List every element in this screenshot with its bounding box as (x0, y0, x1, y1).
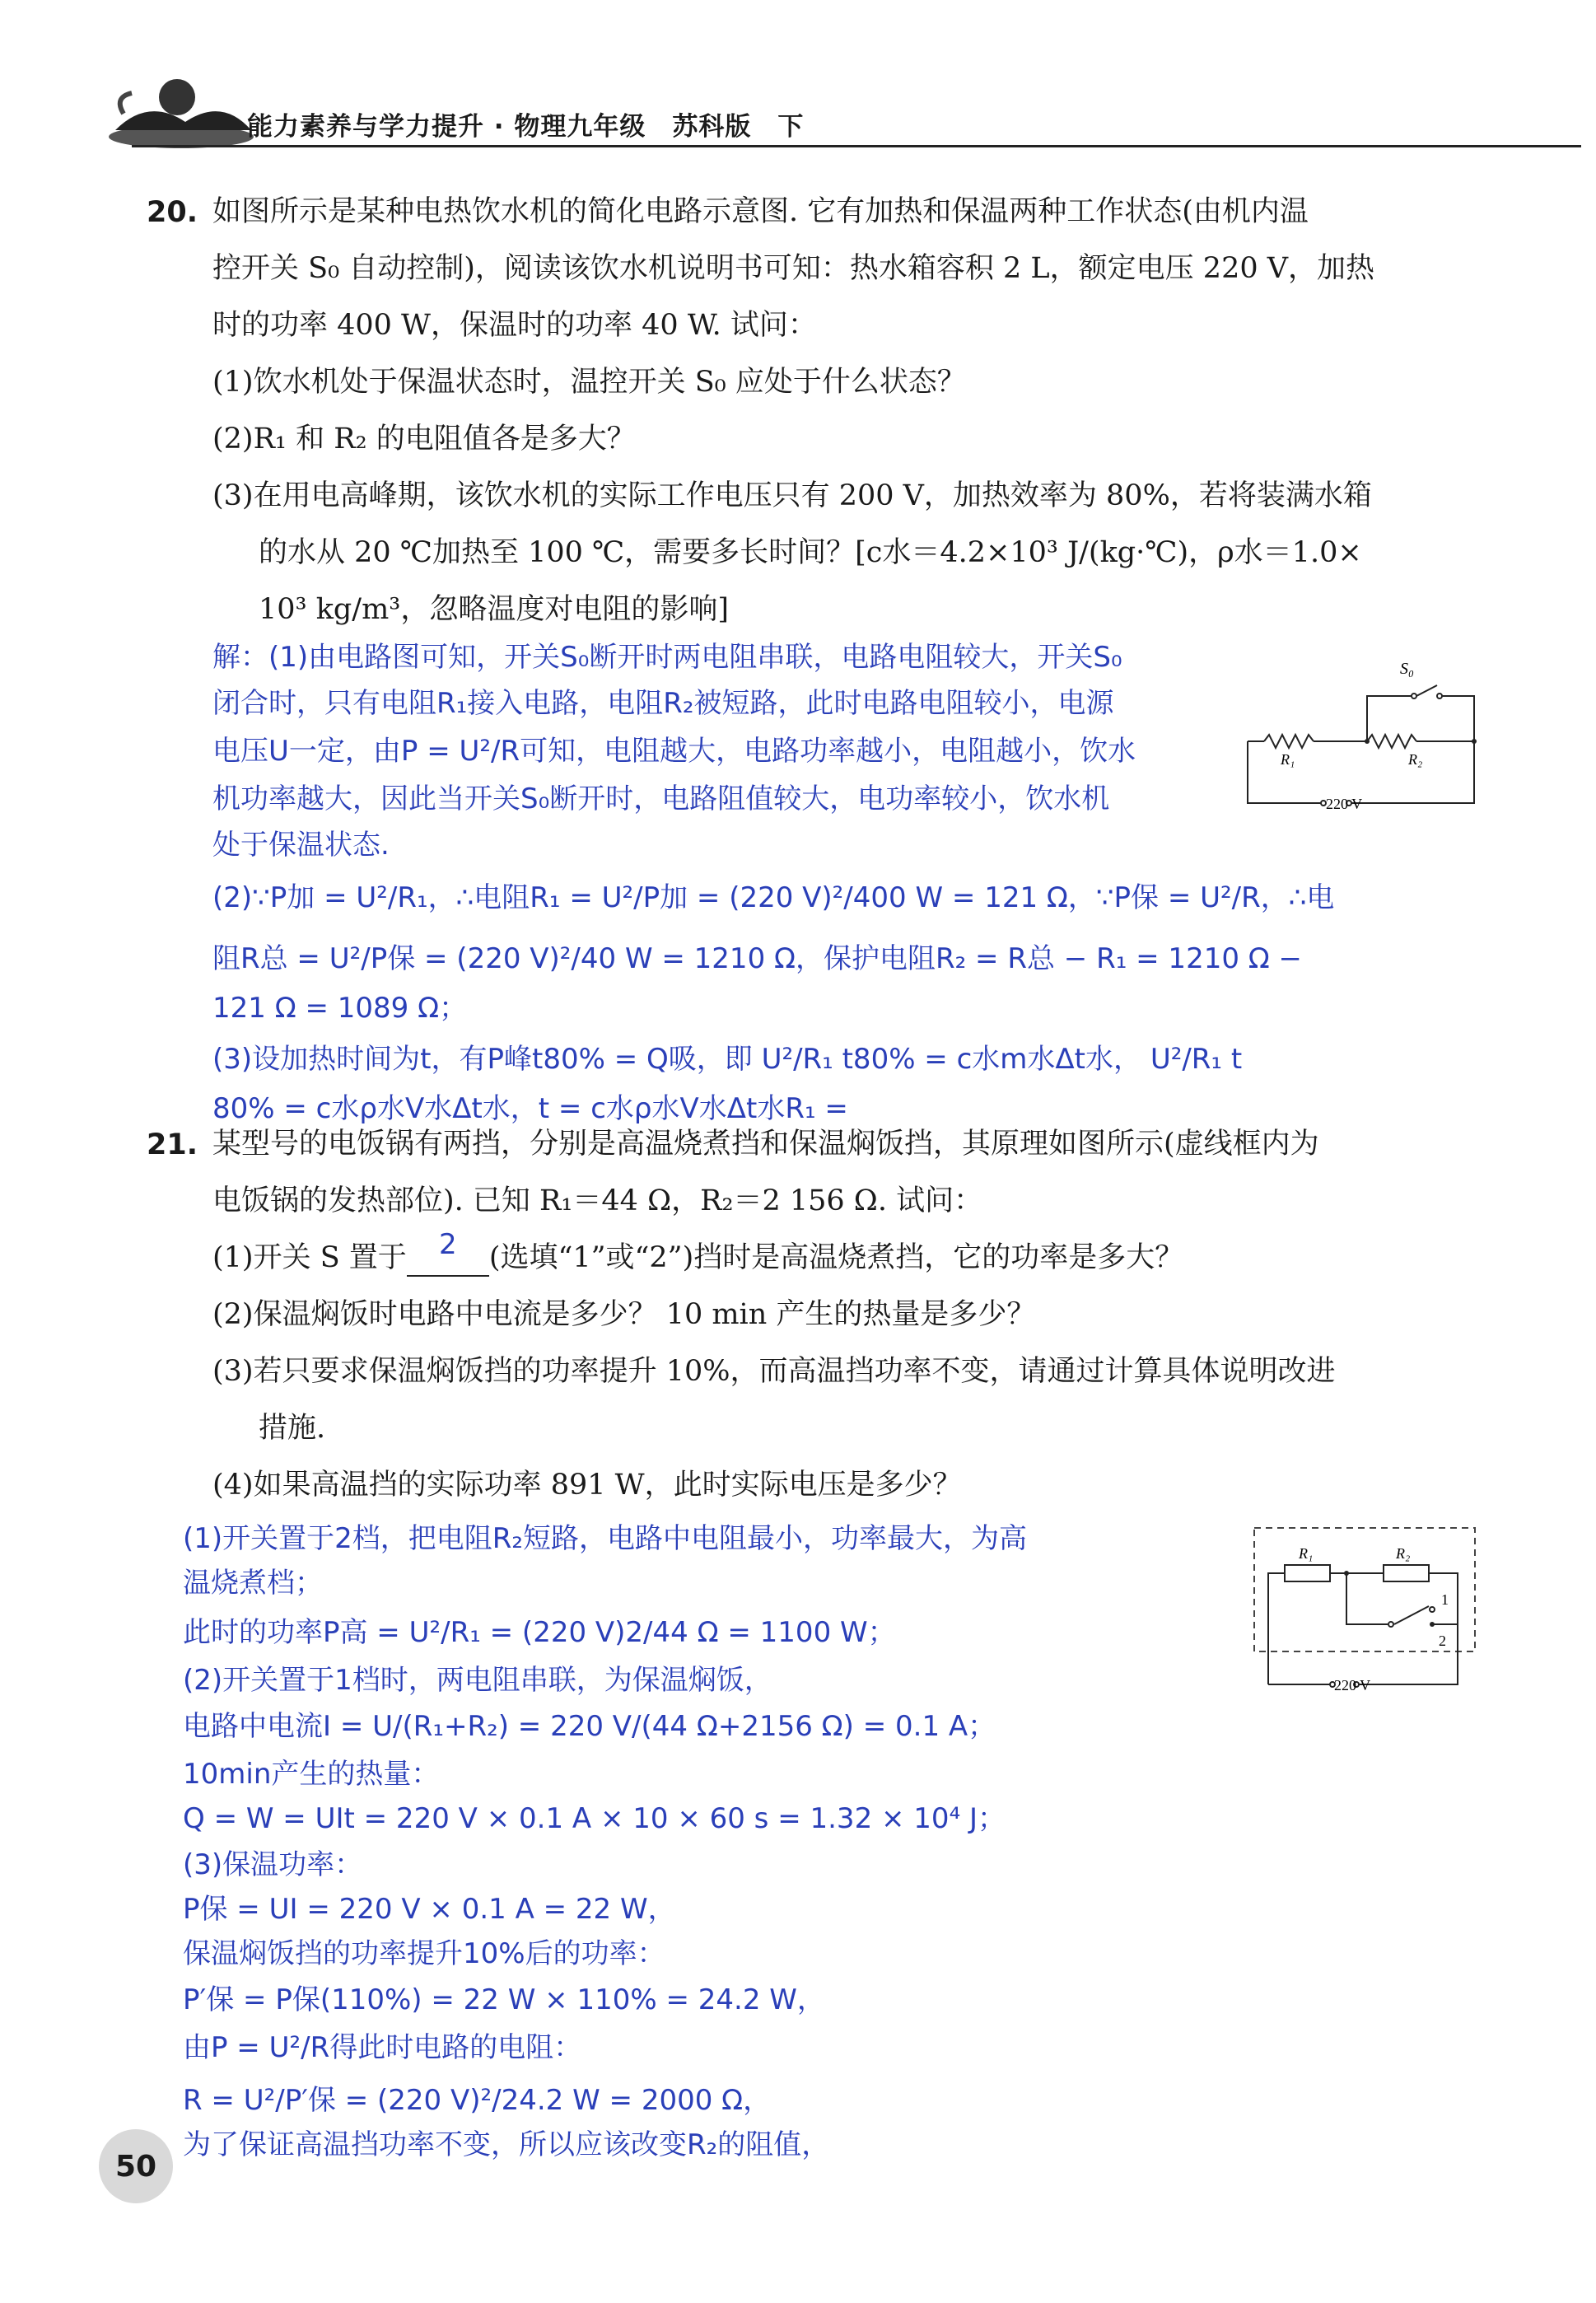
q21-label-r1: R₁ (1299, 1545, 1314, 1562)
q21-answer-line6: 10min产生的热量： (183, 1758, 440, 1791)
q20-answer-line3: 电压U一定，由P = U²/R可知，电阻越大，电路功率越小，电阻越小，饮水 (212, 735, 1136, 768)
q21-answer-line10: 保温焖饭挡的功率提升10%后的功率： (183, 1937, 665, 1970)
q21-answer-line13: R = U²/P′保 = (220 V)²/24.2 W = 2000 Ω， (183, 2084, 772, 2117)
q20-stem-line3: 时的功率 400 W，保温时的功率 40 W. 试问： (212, 309, 817, 342)
q20-label-voltage: 220 V (1326, 796, 1363, 812)
q20-label-r2: R₂ (1408, 751, 1423, 768)
q20-part2: (2)R₁ 和 R₂ 的电阻值各是多大？ (212, 423, 636, 455)
q21-part1-prefix: (1)开关 S 置于 (212, 1241, 407, 1274)
q21-stem-line1: 某型号的电饭锅有两挡，分别是高温烧煮挡和保温焖饭挡，其原理如图所示(虚线框内为 (212, 1128, 1319, 1161)
q20-number: 20. (147, 196, 198, 229)
q20-stem-line1: 如图所示是某种电热饮水机的简化电路示意图. 它有加热和保温两种工作状态(由机内温 (212, 195, 1309, 228)
q20-answer-line9: (3)设加热时间为t，有P峰t80% = Q吸，即 U²/R₁ t80% = c水m水Δt水， U²/R₁ t (212, 1043, 1243, 1076)
q21-answer-line2: 温烧煮档； (183, 1567, 323, 1600)
q20-stem-line2: 控开关 S₀ 自动控制)，阅读该饮水机说明书可知：热水箱容积 2 L，额定电压 220 V，加热 (212, 252, 1375, 285)
q20-answer-line5: 处于保温状态. (212, 829, 390, 862)
q20-answer-line2: 闭合时，只有电阻R₁接入电路，电阻R₂被短路，此时电路电阻较小，电源 (212, 687, 1114, 720)
q20-part3-line2: 的水从 20 ℃加热至 100 ℃，需要多长时间？[c水＝4.2×10³ J/(kg·℃)，ρ水＝1.0× (259, 536, 1362, 569)
q20-answer-line4: 机功率越大，因此当开关S₀断开时，电路阻值较大，电功率较小，饮水机 (212, 782, 1110, 815)
q21-part1-blank (407, 1228, 489, 1277)
q21-part1-answer: 2 (438, 1228, 457, 1261)
q21-answer-line7: Q = W = UIt = 220 V × 0.1 A × 10 × 60 s = 1.32 × 10⁴ J； (183, 1802, 1006, 1835)
page-number-text: 50 (114, 2149, 157, 2184)
q20-answer-line7: 阻R总 = U²/P保 = (220 V)²/40 W = 1210 Ω，保护电阻R₂ = R总 − R₁ = 1210 Ω − (212, 942, 1303, 975)
q21-number: 21. (147, 1128, 198, 1161)
q21-answer-line4: (2)开关置于1档时，两电阻串联，为保温焖饭， (183, 1664, 772, 1697)
q21-answer-line12: 由P = U²/R得此时电路的电阻： (183, 2031, 582, 2064)
q21-answer-line5: 电路中电流I = U/(R₁+R₂) = 220 V/(44 Ω+2156 Ω) = 0.1 A； (183, 1710, 996, 1743)
q20-part3-line3: 10³ kg/m³，忽略温度对电阻的影响] (259, 593, 729, 626)
q20-answer-line6: (2)∵P加 = U²/R₁，∴电阻R₁ = U²/P加 = (220 V)²/400 W = 121 Ω，∵P保 = U²/R，∴电 (212, 881, 1335, 914)
q20-label-r1: R₁ (1281, 751, 1295, 768)
q21-label-switch2: 2 (1439, 1633, 1446, 1649)
q21-part2: (2)保温焖饭时电路中电流是多少？ 10 min 产生的热量是多少？ (212, 1298, 1036, 1331)
book-logo-icon (107, 64, 255, 155)
q21-part1-suffix: (选填“1”或“2”)挡时是高温烧煮挡，它的功率是多大？ (488, 1241, 1184, 1274)
q20-answer-line10: 80% = c水ρ水V水Δt水，t = c水ρ水V水Δt水R₁ = (212, 1092, 848, 1125)
q21-answer-line14: 为了保证高温挡功率不变，所以应该改变R₂的阻值， (183, 2128, 830, 2161)
header-rule (132, 145, 1581, 147)
q21-label-voltage: 220 V (1334, 1677, 1371, 1693)
page-number (99, 2129, 173, 2203)
q20-answer-line1: 解：(1)由电路图可知，开关S₀断开时两电阻串联，电路电阻较大，开关S₀ (212, 641, 1122, 674)
q21-circuit-diagram (1248, 1524, 1482, 1697)
q20-label-s0: S₀ (1400, 660, 1414, 678)
q20-part1: (1)饮水机处于保温状态时，温控开关 S₀ 应处于什么状态？ (212, 366, 966, 399)
q21-answer-line11: P′保 = P保(110%) = 22 W × 110% = 24.2 W， (183, 1983, 825, 2016)
q21-part4: (4)如果高温挡的实际功率 891 W，此时实际电压是多少？ (212, 1469, 962, 1502)
q21-stem-line2: 电饭锅的发热部位). 已知 R₁＝44 Ω，R₂＝2 156 Ω. 试问： (212, 1184, 983, 1217)
q20-circuit-diagram (1244, 651, 1482, 815)
q21-part3-line2: 措施. (259, 1412, 326, 1445)
q21-answer-line9: P保 = UI = 220 V × 0.1 A = 22 W， (183, 1893, 676, 1926)
q21-answer-line1: (1)开关置于2档，把电阻R₂短路，电路中电阻最小，功率最大，为高 (183, 1522, 1028, 1555)
q21-label-switch1: 1 (1441, 1591, 1449, 1608)
q21-part1 (212, 1228, 1184, 1277)
q21-answer-line3: 此时的功率P高 = U²/R₁ = (220 V)2/44 Ω = 1100 W； (183, 1616, 896, 1649)
q21-part3-line1: (3)若只要求保温焖饭挡的功率提升 10%，而高温挡功率不变，请通过计算具体说明改进 (212, 1355, 1336, 1388)
q20-part3-line1: (3)在用电高峰期，该饮水机的实际工作电压只有 200 V，加热效率为 80%，若将装满水箱 (212, 479, 1372, 512)
q20-answer-line8: 121 Ω = 1089 Ω； (212, 992, 468, 1025)
header-title: 能力素养与学力提升 · 物理九年级 苏科版 下 (247, 112, 805, 142)
q21-label-r2: R₂ (1396, 1545, 1411, 1562)
q21-answer-line8: (3)保温功率： (183, 1848, 363, 1881)
